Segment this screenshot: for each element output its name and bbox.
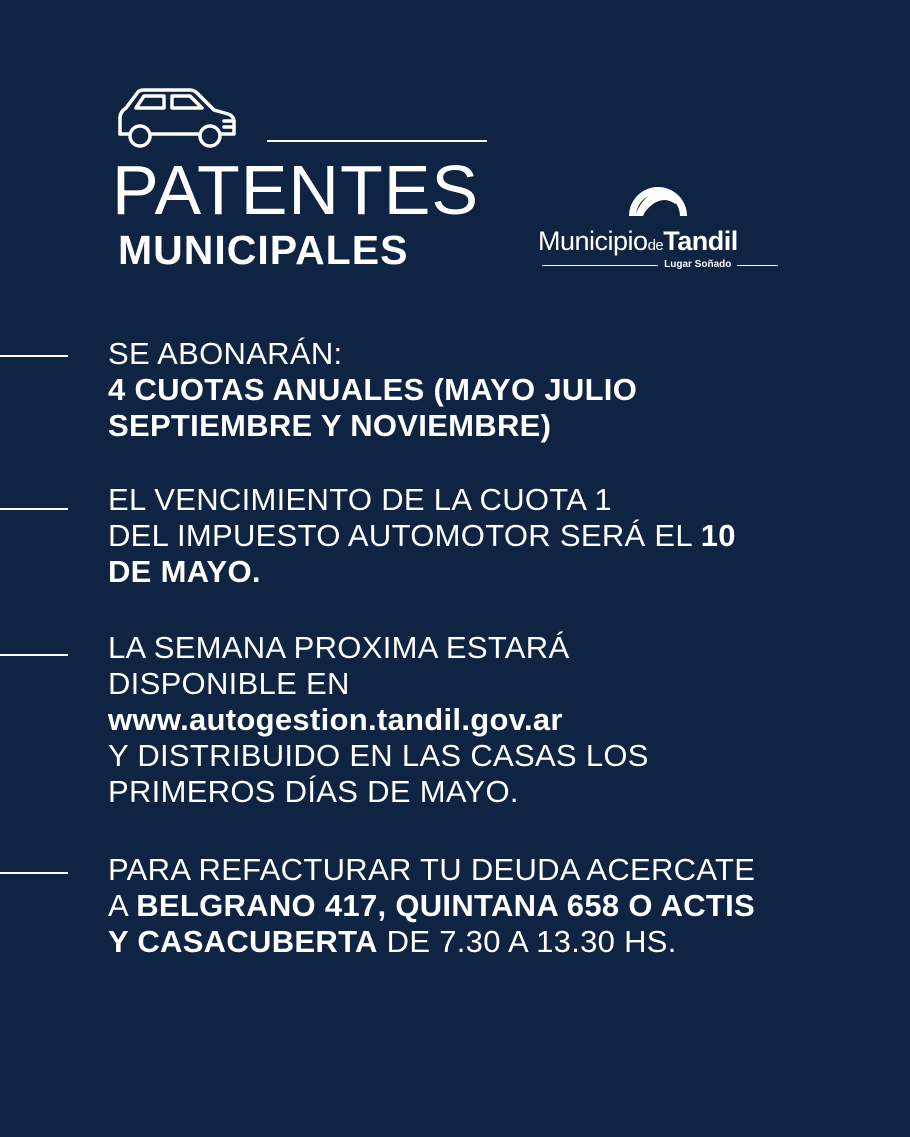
autogestion-link[interactable]: www.autogestion.tandil.gov.ar [108, 702, 563, 737]
section-1-line-1: SE ABONARÁN: [108, 336, 343, 371]
section-3-line-2: DISPONIBLE EN [108, 666, 350, 701]
municipio-logo-name [538, 226, 738, 261]
logo-name-de: de [647, 237, 664, 254]
logo-name-city: Tandil [663, 226, 738, 256]
section-4-line-3-plain: DE 7.30 A 13.30 HS. [377, 924, 677, 959]
page-subtitle: MUNICIPALES [118, 227, 409, 273]
section-1-text [108, 336, 868, 444]
section-1-dash [0, 355, 68, 357]
section-4-line-3-bold: Y CASACUBERTA [108, 924, 378, 959]
page-title: PATENTES [112, 151, 480, 229]
section-4-line-3 [108, 924, 677, 959]
section-4-text [108, 852, 868, 960]
title-rule [267, 140, 487, 142]
logo-name-main: Municipio [538, 226, 648, 256]
section-4-line-2-plain: A [108, 888, 137, 923]
section-4-line-1: PARA REFACTURAR TU DEUDA ACERCATE [108, 852, 756, 887]
municipio-logo [538, 170, 780, 274]
section-2-dash [0, 508, 68, 510]
section-2-line-2 [108, 518, 736, 553]
section-2-line-2-plain: DEL IMPUESTO AUTOMOTOR SERÁ EL [108, 518, 701, 553]
section-3-line-1: LA SEMANA PROXIMA ESTARÁ [108, 630, 570, 665]
section-2-line-3: DE MAYO. [108, 554, 261, 589]
section-2-text [108, 482, 868, 590]
section-3-line-4: Y DISTRIBUIDO EN LAS CASAS LOS [108, 738, 649, 773]
section-3-line-5: PRIMEROS DÍAS DE MAYO. [108, 774, 519, 809]
tagline-rule-right [737, 265, 778, 266]
section-4-line-2 [108, 888, 755, 923]
section-2-line-2-bold: 10 [700, 518, 736, 553]
section-1-line-3: SEPTIEMBRE Y NOVIEMBRE) [108, 408, 552, 443]
section-4-dash [0, 872, 68, 874]
section-4-line-2-bold: BELGRANO 417, QUINTANA 658 O ACTIS [136, 888, 756, 923]
section-3-text [108, 630, 868, 810]
tagline-rule-left [542, 265, 658, 266]
logo-tagline: Lugar Soñado [664, 259, 732, 270]
section-3-dash [0, 654, 68, 656]
car-icon [116, 88, 238, 155]
logo-tagline-row [542, 259, 778, 271]
section-2-line-1: EL VENCIMIENTO DE LA CUOTA 1 [108, 482, 612, 517]
section-1-line-2: 4 CUOTAS ANUALES (MAYO JULIO [108, 372, 638, 407]
municipio-logo-mark-icon [625, 170, 691, 225]
